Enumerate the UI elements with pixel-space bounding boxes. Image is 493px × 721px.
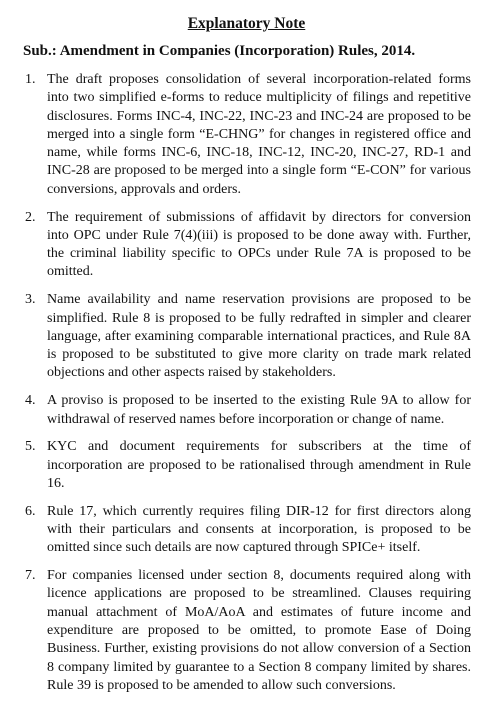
list-item [22, 209, 471, 282]
subject-line: Sub.: Amendment in Companies (Incorporation) Rules, 2014. [23, 43, 416, 59]
item-number: 4. [25, 393, 36, 409]
item-text: The requirement of submissions of affidavit by directors for conversion into OPC under Rule 7(4)(iii) is proposed to be done away with. Further, the criminal liability specific to OPCs under Rule 7A is proposed to be omitted. [47, 209, 471, 280]
item-text: The draft proposes consolidation of several incorporation-related forms into two simplified e-forms to reduce multiplicity of filings and repetitive disclosures. Forms INC-4, INC-22, INC-23 and INC-24 are proposed to be merged into a single form “E-CHNG” for changes in registered office and name, while forms INC-6, INC-18, INC-12, INC-20, INC-27, RD-1 and INC-28 are proposed to be merged into a single form “E-CON” for various conversions, approvals and orders. [47, 72, 471, 197]
item-number: 1. [25, 72, 36, 87]
list-item [22, 291, 471, 382]
item-text: Name availability and name reservation provisions are proposed to be simplified. Rule 8 is proposed to be fully redrafted in simpler and clearer language, after examining comparable international practices, and Rule 8A is proposed to be substituted to give more clarity on trade mark related objections and other aspects raised by stakeholders. [47, 292, 471, 381]
list-item [22, 392, 471, 429]
list-item [22, 438, 471, 493]
item-text: For companies licensed under section 8, documents required along with licence applications are proposed to be streamlined. Clauses requiring manual attachment of MoA/AoA and estimates of future income and expenditure are proposed to be omitted, to promote Ease of Doing Business. Further, existing provisions do not allow conversion of a Section 8 company limited by guarantee to a Section 8 company limited by shares. Rule 39 is proposed to be amended to allow such conversions. [47, 568, 471, 693]
list-item [22, 71, 471, 199]
item-number: 5. [25, 439, 36, 455]
item-text: Rule 17, which currently requires filing DIR-12 for first directors along with their particulars and consents at incorporation, is proposed to be omitted since such details are now captured through SPICe+ itself. [47, 503, 471, 556]
document-title: Explanatory Note [187, 15, 306, 32]
item-number: 3. [25, 292, 36, 308]
item-number: 7. [25, 568, 36, 584]
item-text: KYC and document requirements for subscribers at the time of incorporation are proposed to be rationalised through amendment in Rule 16. [47, 439, 471, 491]
list-item [22, 567, 471, 695]
item-number: 2. [25, 209, 36, 225]
item-text: A proviso is proposed to be inserted to the existing Rule 9A to allow for withdrawal of reserved names before incorporation or change of name. [47, 393, 471, 427]
list-item [22, 503, 471, 558]
item-number: 6. [25, 503, 36, 519]
note-list [22, 71, 471, 695]
